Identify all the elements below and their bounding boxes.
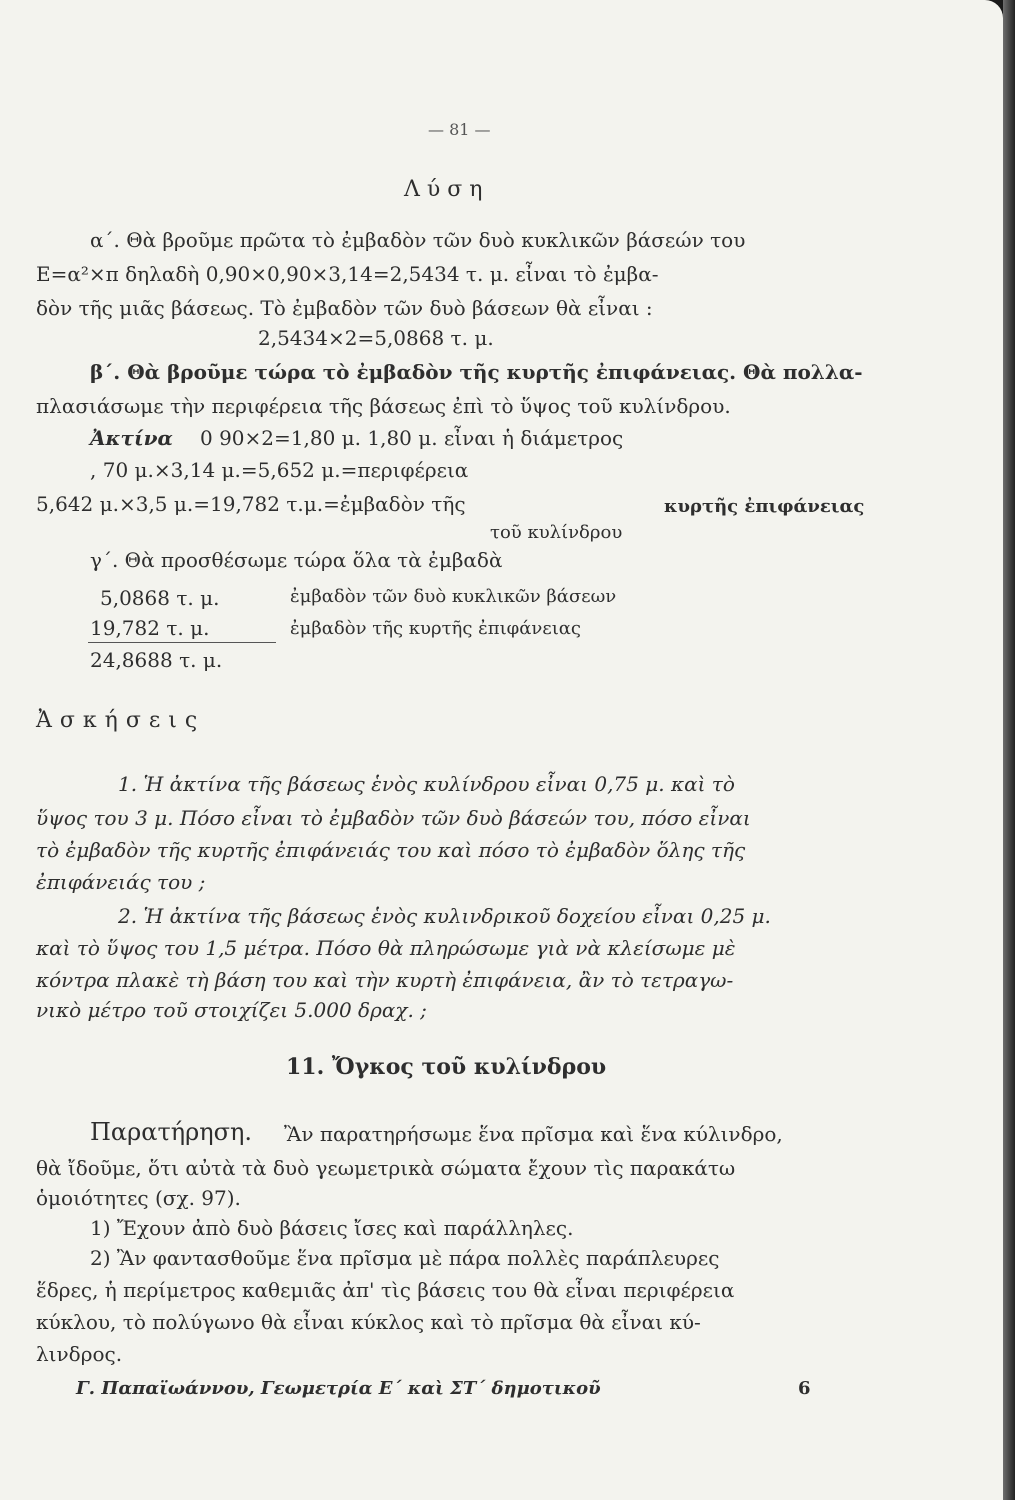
point-2-line-2: ἕδρες, ἡ περίμετρος καθεμιᾶς ἀπ' τὶς βάσεις του θὰ εἶναι περιφέρεια [36,1278,735,1302]
solution-b-line-4: , 70 μ.×3,14 μ.=5,652 μ.=περιφέρεια [90,458,469,482]
solution-b-line-6: τοῦ κυλίνδρου [490,522,623,543]
exercise-2-line-4: νικὸ μέτρο τοῦ στοιχίζει 5.000 δραχ. ; [36,998,427,1022]
solution-a-line-4: 2,5434×2=5,0868 τ. μ. [258,326,494,350]
sum-total: 24,8688 τ. μ. [90,648,223,672]
page-number-mark: — 81 — [428,120,491,139]
exercise-1-line-3: τὸ ἐμβαδὸν τῆς κυρτῆς ἐπιφάνειάς του καὶ πόσο τὸ ἐμβαδὸν ὅλης τῆς [36,838,746,862]
signature-number: 6 [798,1378,811,1399]
sum-value-1: 5,0868 τ. μ. [100,586,220,610]
sum-description-1: ἐμβαδὸν τῶν δυὸ κυκλικῶν βάσεων [290,586,617,607]
page-edge-shadow [1003,0,1015,1500]
exercise-1-line-4: ἐπιφάνειάς του ; [36,870,206,894]
solution-a-line-1: α΄. Θὰ βροῦμε πρῶτα τὸ ἐμβαδὸν τῶν δυὸ κυκλικῶν βάσεών του [90,228,746,252]
observation-line-2: θὰ ἴδοῦμε, ὅτι αὐτὰ τὰ δυὸ γεωμετρικὰ σώματα ἔχουν τὶς παρακάτω [36,1156,736,1180]
solution-title: Λύση [404,177,490,202]
exercise-2-line-2: καὶ τὸ ὕψος του 1,5 μέτρα. Πόσο θὰ πληρώσωμε γιὰ νὰ κλείσωμε μὲ [36,936,736,960]
point-2-line-4: λινδρος. [36,1342,123,1366]
observation-line-1: Ἂν παρατηρήσωμε ἕνα πρῖσμα καὶ ἕνα κύλινδρο, [284,1122,783,1146]
point-1: 1) Ἔχουν ἀπὸ δυὸ βάσεις ἴσες καὶ παράλληλες. [90,1216,574,1240]
solution-b-line-1: β΄. Θὰ βροῦμε τώρα τὸ ἐμβαδὸν τῆς κυρτῆς ἐπιφάνειας. Θὰ πολλα- [90,360,863,384]
sum-divider [88,642,276,643]
solution-b-line-5-end: κυρτῆς ἐπιφάνειας [664,496,865,517]
solution-b-line-5: 5,642 μ.×3,5 μ.=19,782 τ.μ.=ἐμβαδὸν τῆς [36,492,466,516]
observation-label: Παρατήρηση. [90,1118,252,1146]
page-footer: Γ. Παπαϊωάννου, Γεωμετρία Ε΄ καὶ ΣΤ΄ δημοτικοῦ [76,1378,601,1399]
exercise-1-line-1: 1. Ἡ ἀκτίνα τῆς βάσεως ἑνὸς κυλίνδρου εἶναι 0,75 μ. καὶ τὸ [118,772,735,796]
solution-b-line-3-label: Ἀκτίνα [90,426,173,450]
exercise-2-line-3: κόντρα πλακὲ τὴ βάση του καὶ τὴν κυρτὴ ἐπιφάνεια, ἂν τὸ τετραγω- [36,968,734,992]
section-heading: 11. Ὄγκος τοῦ κυλίνδρου [286,1054,607,1080]
observation-line-3: ὁμοιότητες (σχ. 97). [36,1186,241,1210]
solution-b-line-2: πλασιάσωμε τὴν περιφέρεια τῆς βάσεως ἐπὶ τὸ ὕψος τοῦ κυλίνδρου. [36,394,731,418]
sum-description-2: ἐμβαδὸν τῆς κυρτῆς ἐπιφάνειας [290,618,581,639]
point-2-line-1: 2) Ἂν φαντασθοῦμε ἕνα πρῖσμα μὲ πάρα πολλὲς παράπλευρες [90,1246,720,1270]
exercises-heading: Ἀσκήσεις [36,708,206,733]
point-2-line-3: κύκλου, τὸ πολύγωνο θὰ εἶναι κύκλος καὶ τὸ πρῖσμα θὰ εἶναι κύ- [36,1310,701,1334]
solution-a-line-3: δὸν τῆς μιᾶς βάσεως. Τὸ ἐμβαδὸν τῶν δυὸ βάσεων θὰ εἶναι : [36,296,653,320]
solution-a-line-2: Ε=α²×π δηλαδὴ 0,90×0,90×3,14=2,5434 τ. μ. εἶναι τὸ ἐμβα- [36,262,659,286]
solution-c-line-1: γ΄. Θὰ προσθέσωμε τώρα ὅλα τὰ ἐμβαδὰ [90,548,503,572]
sum-value-2: 19,782 τ. μ. [90,616,210,640]
exercise-1-line-2: ὕψος του 3 μ. Πόσο εἶναι τὸ ἐμβαδὸν τῶν δυὸ βάσεών του, πόσο εἶναι [36,806,751,830]
exercise-2-line-1: 2. Ἡ ἀκτίνα τῆς βάσεως ἑνὸς κυλινδρικοῦ δοχείου εἶναι 0,25 μ. [118,904,771,928]
solution-b-line-3: 0 90×2=1,80 μ. 1,80 μ. εἶναι ἡ διάμετρος [200,426,624,450]
